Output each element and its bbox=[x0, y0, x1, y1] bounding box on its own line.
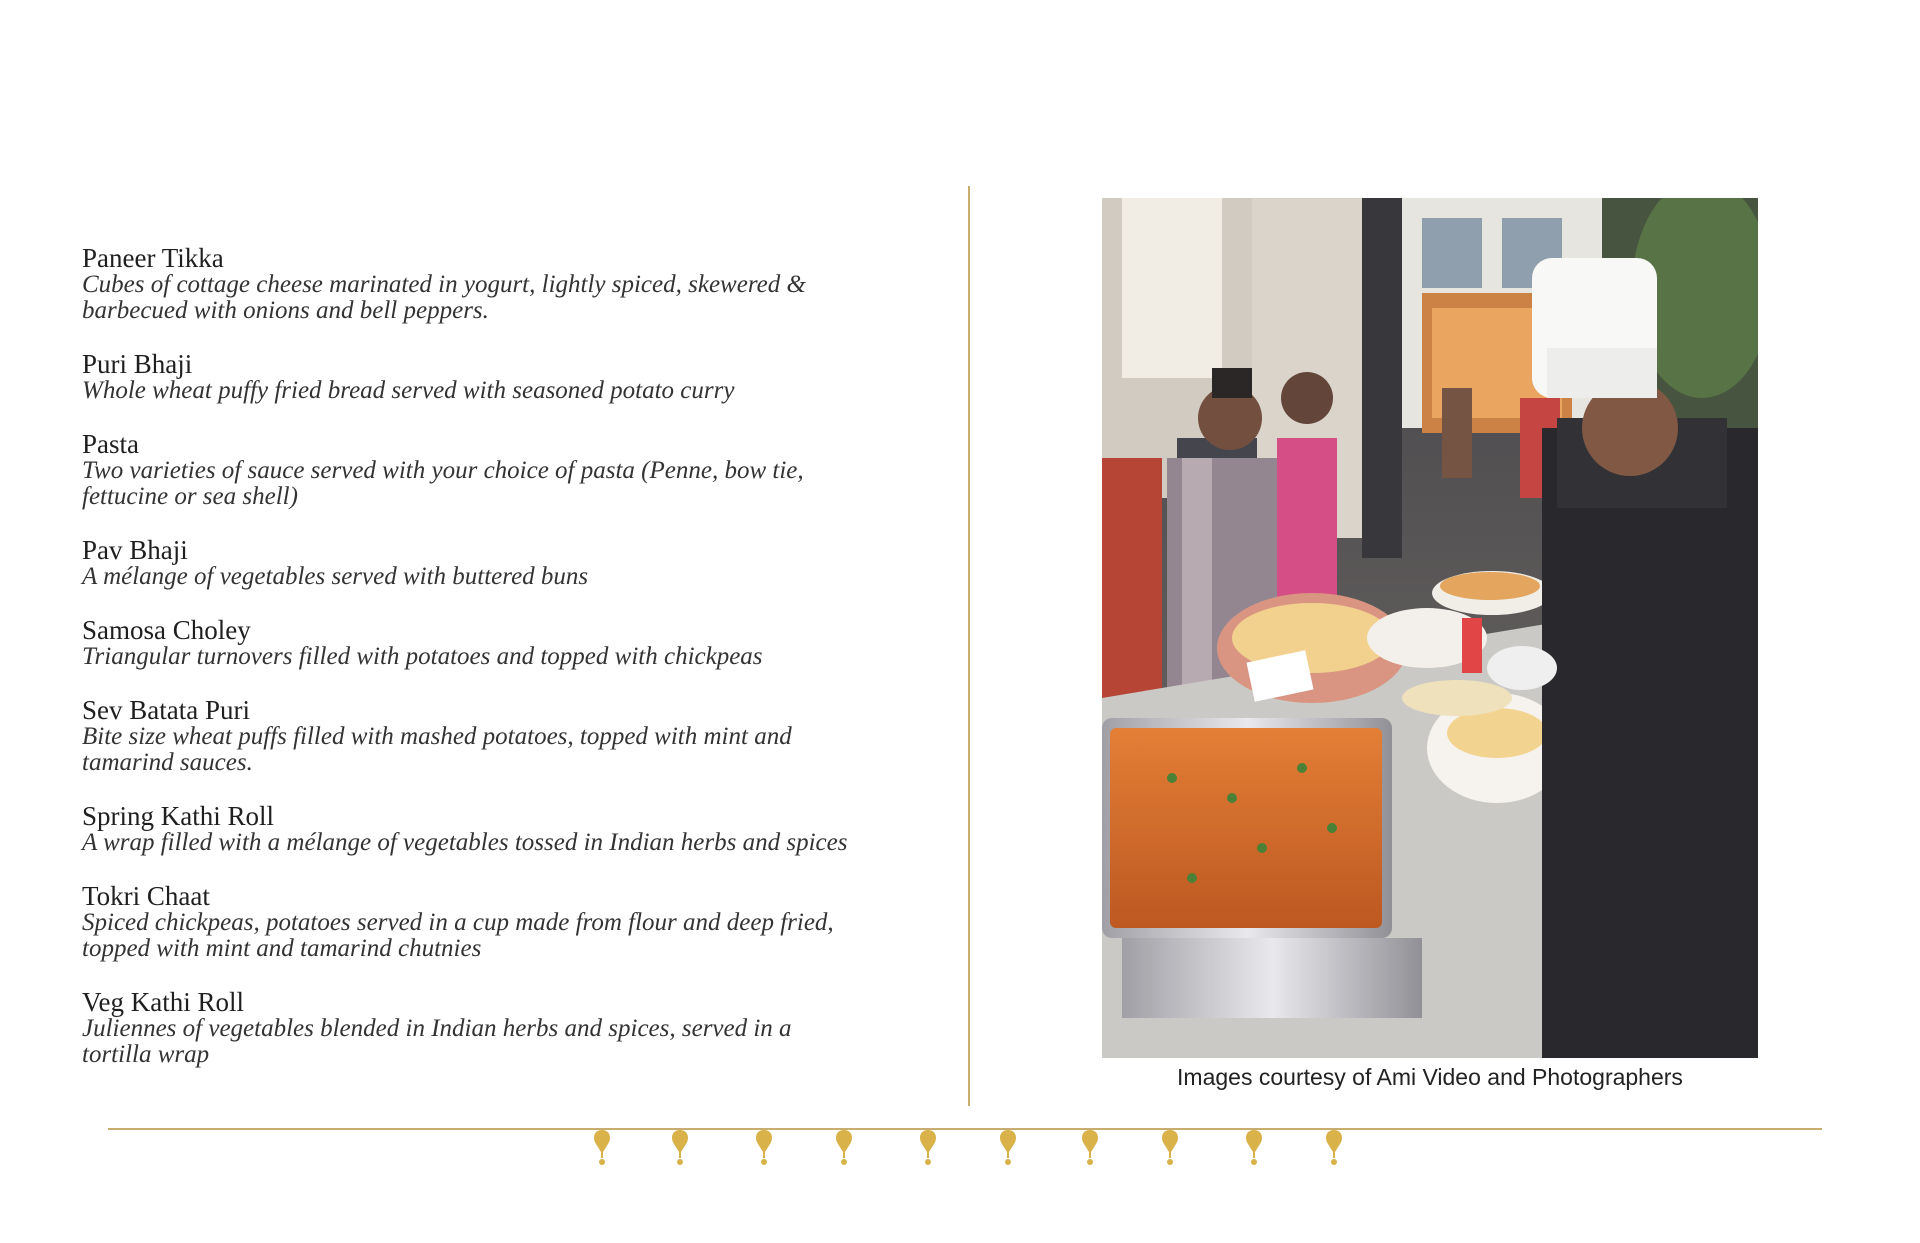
drop-ornament-icon bbox=[1322, 1128, 1346, 1168]
menu-list bbox=[82, 244, 942, 1094]
menu-item bbox=[82, 988, 942, 1068]
menu-item-description: Triangular turnovers filled with potatoes and topped with chickpeas bbox=[82, 643, 763, 670]
drop-ornament-icon bbox=[1242, 1128, 1266, 1168]
drop-ornament-icon bbox=[916, 1128, 940, 1168]
menu-item-name: Tokri Chaat bbox=[82, 881, 210, 911]
drop-ornament-icon bbox=[752, 1128, 776, 1168]
menu-item-name: Pasta bbox=[82, 429, 139, 459]
menu-item bbox=[82, 430, 942, 510]
drop-ornament-icon bbox=[996, 1128, 1020, 1168]
drop-ornament-icon bbox=[832, 1128, 856, 1168]
menu-item-description: Whole wheat puffy fried bread served with seasoned potato curry bbox=[82, 377, 735, 404]
menu-item-name: Pav Bhaji bbox=[82, 535, 188, 565]
menu-item bbox=[82, 616, 942, 670]
menu-item-description: A mélange of vegetables served with buttered buns bbox=[82, 563, 589, 590]
menu-item-name: Samosa Choley bbox=[82, 615, 251, 645]
menu-item bbox=[82, 350, 942, 404]
drop-ornament-icon bbox=[590, 1128, 614, 1168]
menu-item-name: Veg Kathi Roll bbox=[82, 987, 244, 1017]
menu-item bbox=[82, 882, 942, 962]
menu-item-description: Spiced chickpeas, potatoes served in a cup made from flour and deep fried, topped with mint and tamarind chutnies bbox=[82, 909, 834, 962]
drop-ornament-icon bbox=[1078, 1128, 1102, 1168]
drop-ornament-icon bbox=[1158, 1128, 1182, 1168]
menu-item bbox=[82, 696, 942, 776]
menu-item-description: Cubes of cottage cheese marinated in yogurt, lightly spiced, skewered & barbecued with onions and bell peppers. bbox=[82, 271, 806, 324]
menu-item-name: Paneer Tikka bbox=[82, 243, 224, 273]
menu-item bbox=[82, 536, 942, 590]
menu-item-description: Juliennes of vegetables blended in Indian herbs and spices, served in a tortilla wrap bbox=[82, 1015, 792, 1068]
menu-item bbox=[82, 802, 942, 856]
menu-item-name: Sev Batata Puri bbox=[82, 695, 250, 725]
photo-caption: Images courtesy of Ami Video and Photographers bbox=[1177, 1064, 1683, 1090]
ornament-row bbox=[0, 1128, 1920, 1168]
menu-item-description: Two varieties of sauce served with your choice of pasta (Penne, bow tie, fettucine or sea shell) bbox=[82, 457, 804, 510]
drop-ornament-icon bbox=[668, 1128, 692, 1168]
menu-item bbox=[82, 244, 942, 324]
menu-item-description: Bite size wheat puffs filled with mashed potatoes, topped with mint and tamarind sauces. bbox=[82, 723, 792, 776]
menu-item-description: A wrap filled with a mélange of vegetables tossed in Indian herbs and spices bbox=[82, 829, 848, 856]
menu-item-name: Spring Kathi Roll bbox=[82, 801, 275, 831]
menu-item-name: Puri Bhaji bbox=[82, 349, 193, 379]
buffet-photo bbox=[1102, 198, 1758, 1058]
vertical-divider bbox=[968, 186, 970, 1106]
